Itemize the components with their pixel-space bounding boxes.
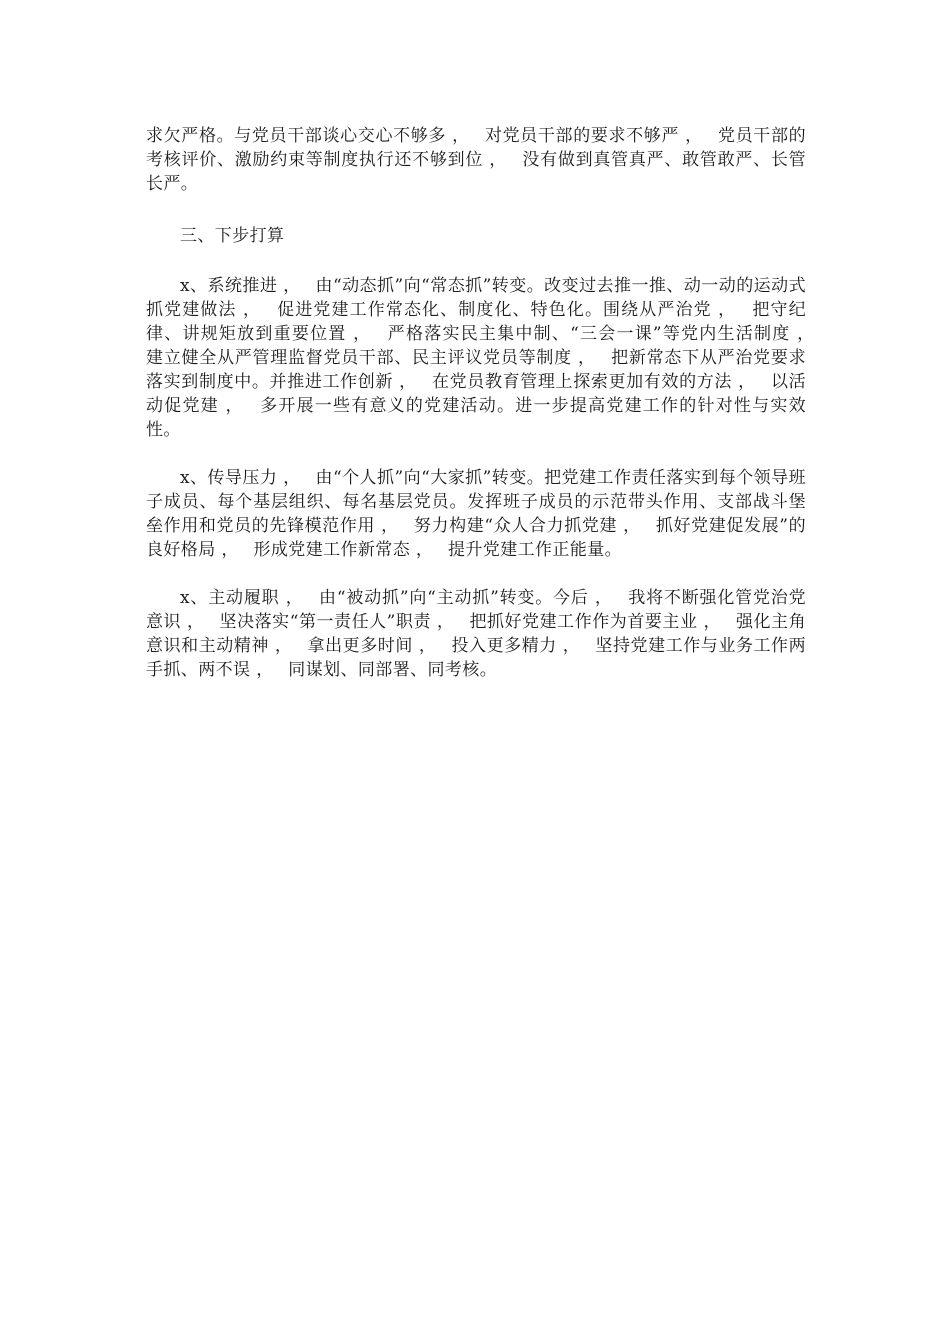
document-body (146, 124, 830, 706)
paragraph-active-duty: x、主动履职 ， 由“被动抓”向“主动抓”转变。今后 ， 我将不断强化管党治党意识 ， 坚决落实“第一责任人”职责 ， 把抓好党建工作作为首要主业 ， 强化主角意识和主动精神 ， 拿出更多时间 ， 投入更多精力 ， 坚持党建工作与业务工作两手抓、两不误 ， 同谋划、同部署、同考核。 (146, 588, 806, 680)
paragraph-transmit-pressure: x、传导压力 ， 由“个人抓”向“大家抓”转变。把党建工作责任落实到每个领导班子成员、每个基层组织、每名基层党员。发挥班子成员的示范带头作用、支部战斗堡垒作用和党员的先锋模范作用 ， 努力构建“众人合力抓党建 ， 抓好党建促发展”的良好格局 ， 形成党建工作新常态 ， 提升党建工作正能量。 (146, 468, 806, 560)
section-heading: 三、下步打算 (180, 226, 285, 246)
paragraph-continued: 求欠严格。与党员干部谈心交心不够多 ， 对党员干部的要求不够严 ， 党员干部的考核评价、激励约束等制度执行还不够到位 ， 没有做到真管真严、敢管敢严、长管长严。 (146, 126, 806, 194)
paragraph-system-advance: x、系统推进 ， 由“动态抓”向“常态抓”转变。改变过去推一推、动一动的运动式抓党建做法 ， 促进党建工作常态化、制度化、特色化。围绕从严治党 ， 把守纪律、讲规矩放到重要位置 ， 严格落实民主集中制、“三会一课”等党内生活制度 ， 建立健全从严管理监督党员干部、民主评议党员等制度 ， 把新常态下从严治党要求落实到制度中。并推进工作创新 ， 在党员教育管理上探索更加有效的方法 ， 以活动促党建 ， 多开展一些有意义的党建活动。进一步提高党建工作的针对性与实效性。 (146, 276, 830, 440)
